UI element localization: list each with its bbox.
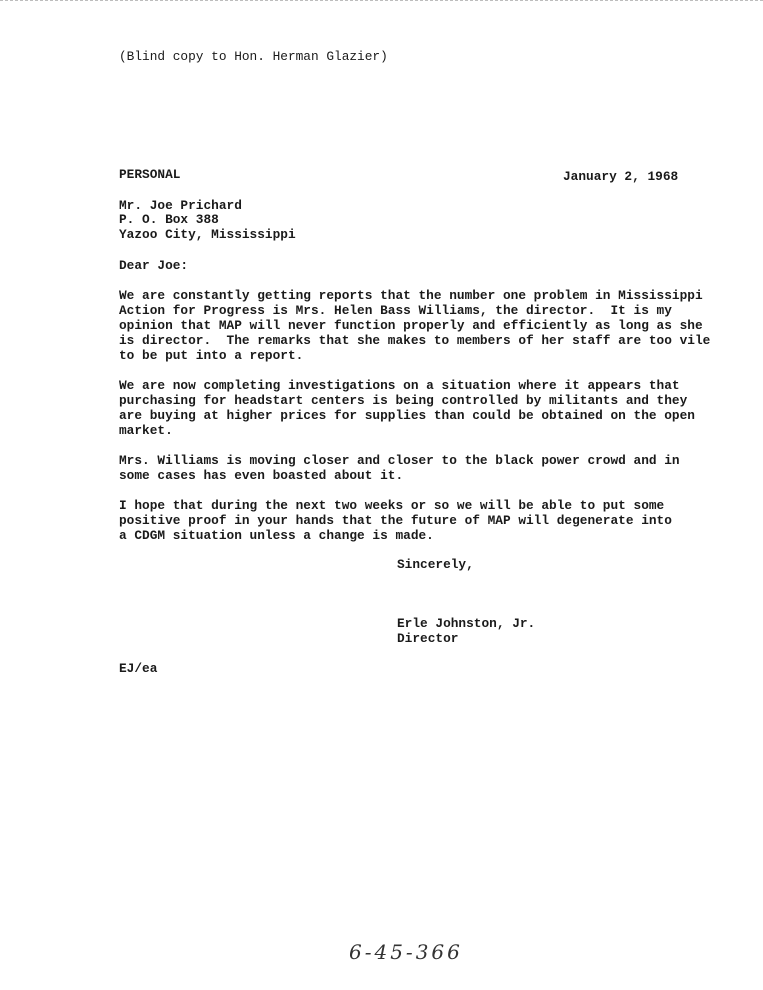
signer-title: Director [397, 631, 459, 646]
paragraph-line: I hope that during the next two weeks or so we will be able to put some [119, 498, 665, 513]
recipient-address-line-2: Yazoo City, Mississippi [119, 227, 296, 242]
body-paragraph-3 [119, 453, 719, 483]
letter-date: January 2, 1968 [563, 169, 679, 184]
salutation: Dear Joe: [119, 258, 189, 273]
closing: Sincerely, [397, 557, 474, 572]
paragraph-line: market. [119, 423, 173, 438]
body-paragraph-4 [119, 498, 719, 543]
paragraph-line: positive proof in your hands that the future of MAP will degenerate into [119, 513, 672, 528]
personal-label: PERSONAL [119, 167, 181, 182]
paragraph-line: to be put into a report. [119, 348, 304, 363]
paragraph-line: purchasing for headstart centers is being controlled by militants and they [119, 393, 688, 408]
paragraph-line: We are now completing investigations on a situation where it appears that [119, 378, 680, 393]
paragraph-line: We are constantly getting reports that the number one problem in Mississippi [119, 288, 703, 303]
body-paragraph-1 [119, 288, 719, 363]
handwritten-file-number: 6-45-366 [349, 940, 463, 964]
recipient-address-line-1: P. O. Box 388 [119, 212, 219, 227]
recipient-name: Mr. Joe Prichard [119, 198, 242, 213]
paragraph-line: a CDGM situation unless a change is made. [119, 528, 434, 543]
blind-copy-note: (Blind copy to Hon. Herman Glazier) [119, 49, 388, 64]
paragraph-line: is director. The remarks that she makes to members of her staff are too vile [119, 333, 711, 348]
signer-name: Erle Johnston, Jr. [397, 616, 536, 631]
paragraph-line: Mrs. Williams is moving closer and closer to the black power crowd and in [119, 453, 680, 468]
page-top-edge [0, 0, 763, 1]
body-paragraph-2 [119, 378, 719, 438]
paragraph-line: opinion that MAP will never function properly and efficiently as long as she [119, 318, 703, 333]
paragraph-line: are buying at higher prices for supplies than could be obtained on the open [119, 408, 695, 423]
paragraph-line: Action for Progress is Mrs. Helen Bass Williams, the director. It is my [119, 303, 672, 318]
paragraph-line: some cases has even boasted about it. [119, 468, 404, 483]
typist-initials: EJ/ea [119, 661, 158, 676]
